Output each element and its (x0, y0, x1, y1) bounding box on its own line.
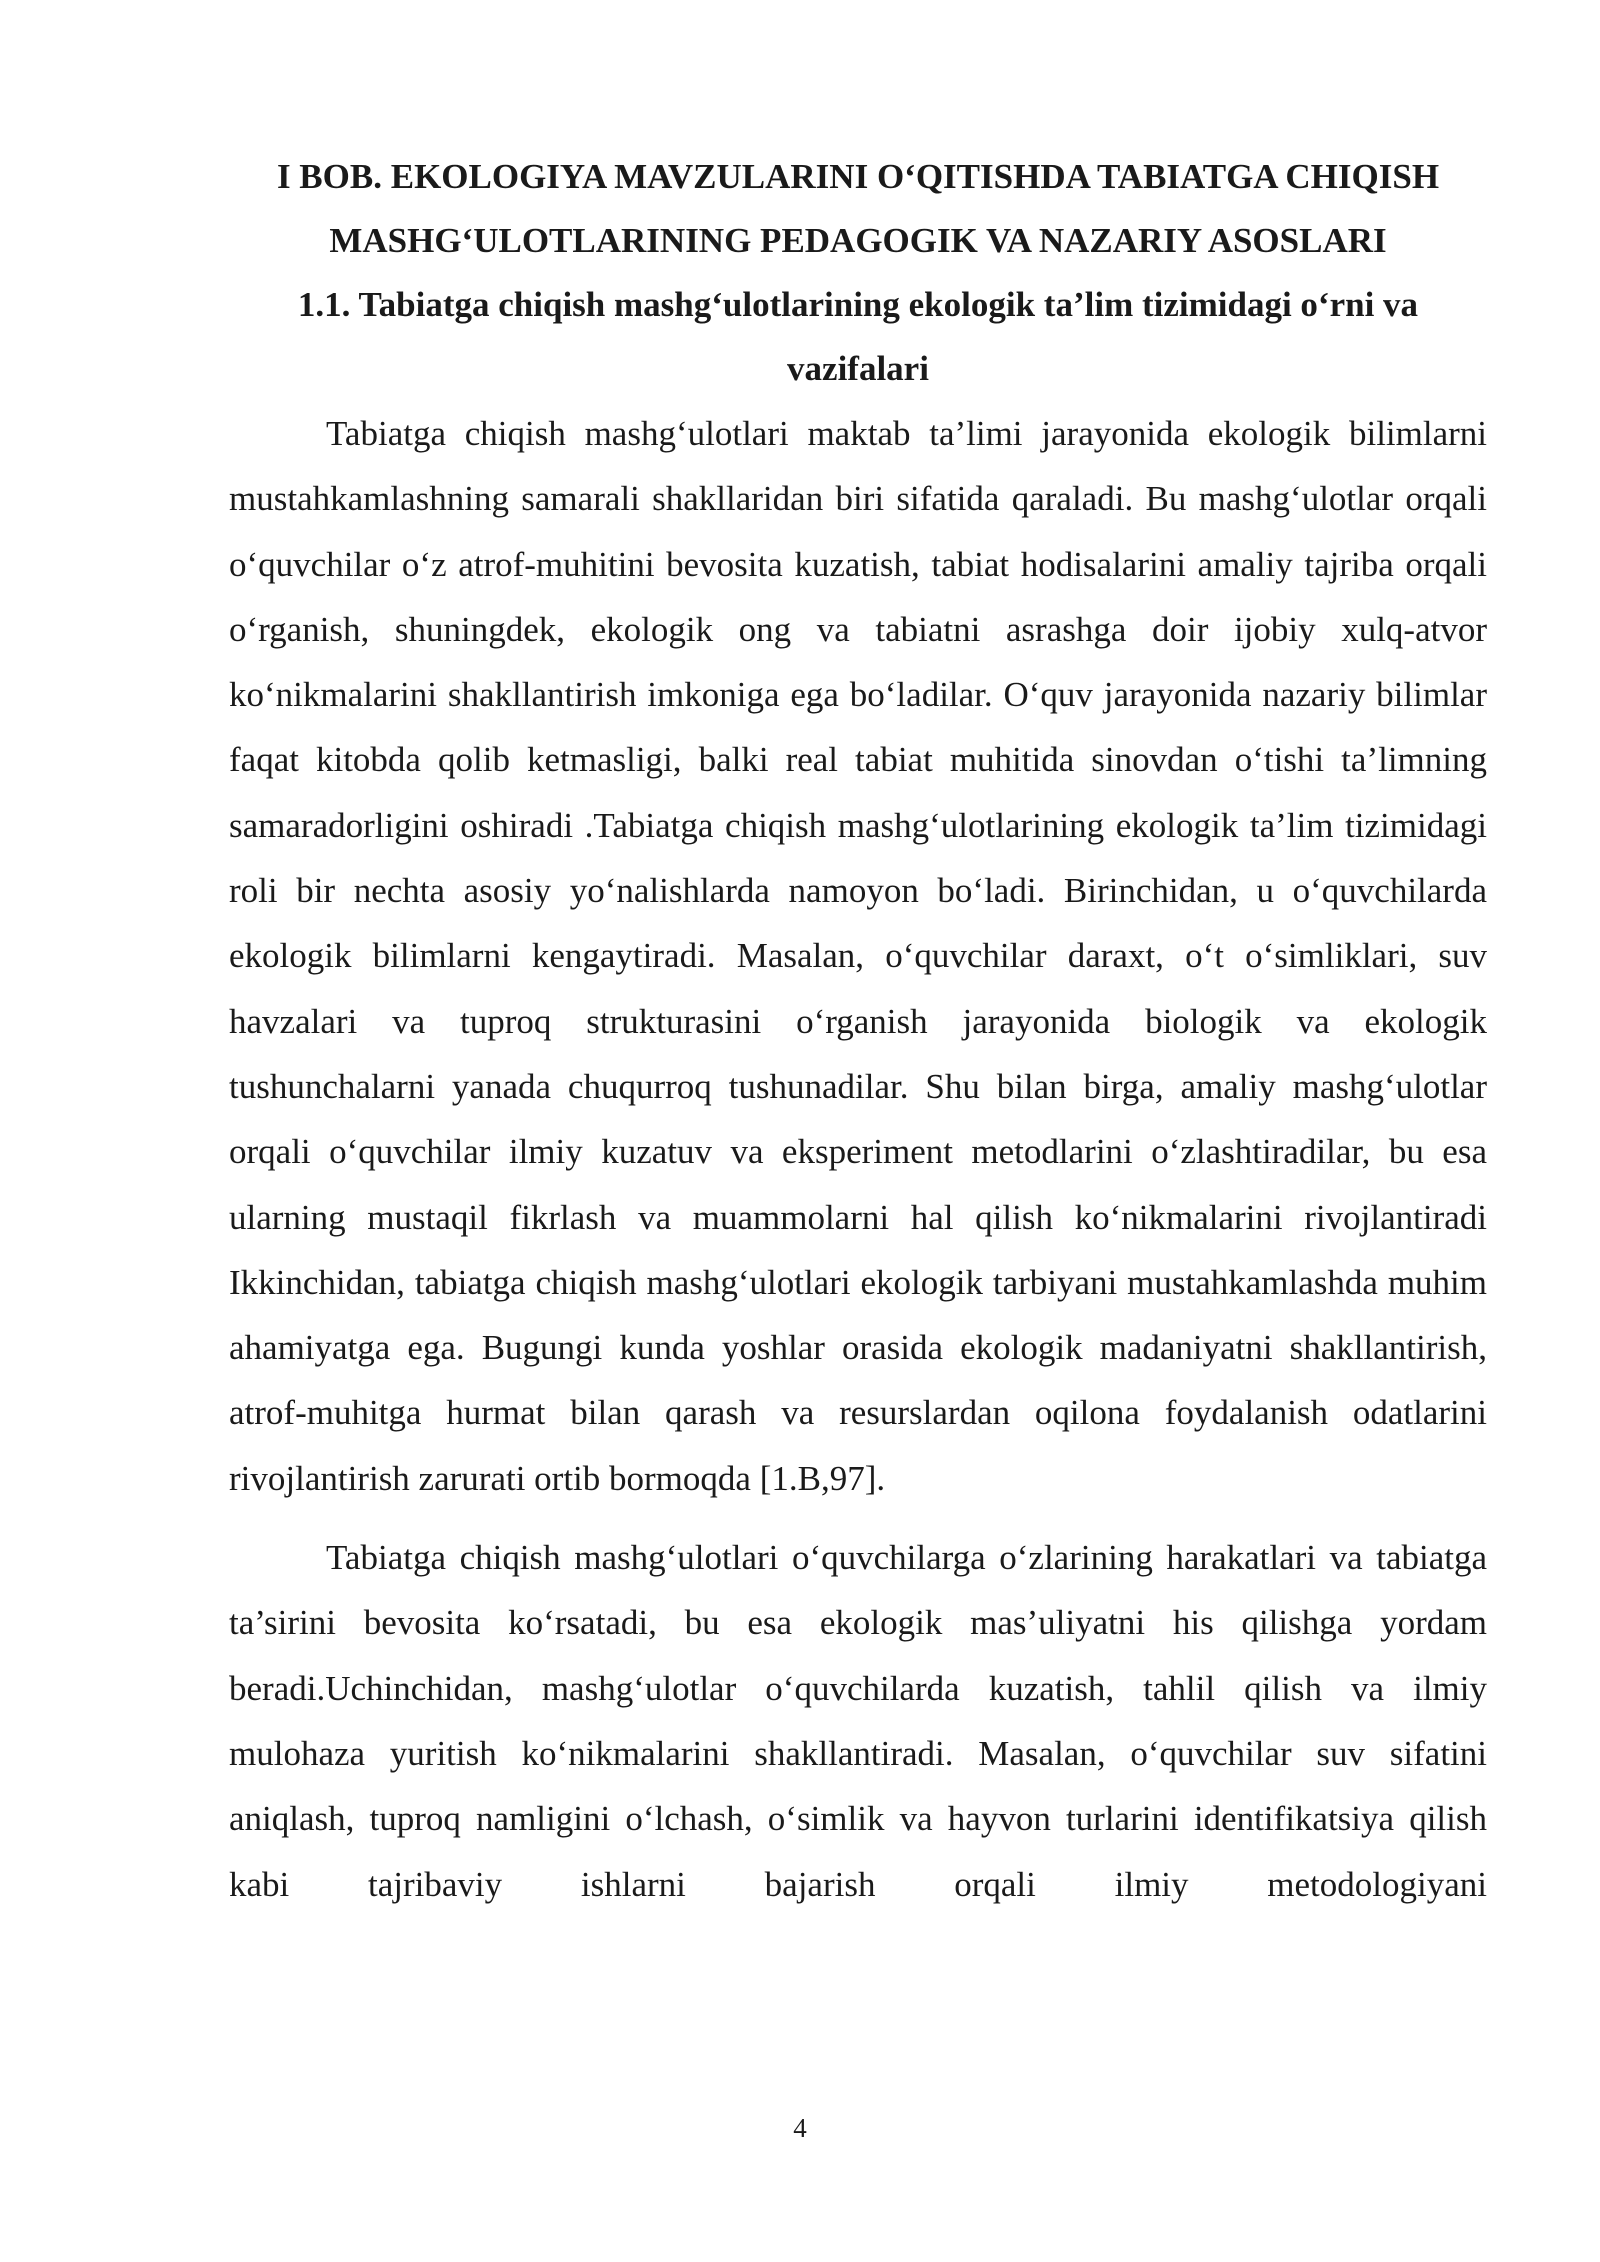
page-content (229, 145, 1487, 1917)
chapter-title: I BOB. EKOLOGIYA MAVZULARINI O‘QITISHDA TABIATGA CHIQISH MASHG‘ULOTLARINING PEDAGOGIK VA NAZARIY ASOSLARI (276, 157, 1440, 260)
body-paragraph: Tabiatga chiqish mashg‘ulotlari maktab ta’limi jarayonida ekologik bilimlarni mustahkamlashning samarali shakllaridan biri sifatida qaraladi. Bu mashg‘ulotlar orqali o‘quvchilar o‘z atrof-muhitini bevosita kuzatish, tabiat hodisalarini amaliy tajriba orqali o‘rganish, shuningdek, ekologik ong va tabiatni asrashga doir ijobiy xulq-atvor ko‘nikmalarini shakllantirish imkoniga ega bo‘ladilar. O‘quv jarayonida nazariy bilimlar faqat kitobda qolib ketmasligi, balki real tabiat muhitida sinovdan o‘tishi ta’limning samaradorligini oshiradi .Tabiatga chiqish mashg‘ulotlarining ekologik ta’lim tizimidagi roli bir nechta asosiy yo‘nalishlarda namoyon bo‘ladi. Birinchidan, u o‘quvchilarda ekologik bilimlarni kengaytiradi. Masalan, o‘quvchilar daraxt, o‘t o‘simliklari, suv havzalari va tuproq strukturasini o‘rganish jarayonida biologik va ekologik tushunchalarni yanada chuqurroq tushunadilar. Shu bilan birga, amaliy mashg‘ulotlar orqali o‘quvchilar ilmiy kuzatuv va eksperiment metodlarini o‘zlashtiradilar, bu esa ularning mustaqil fikrlash va muammolarni hal qilish ko‘nikmalarini rivojlantiradi Ikkinchidan, tabiatga chiqish mashg‘ulotlari ekologik tarbiyani mustahkamlashda muhim ahamiyatga ega. Bugungi kunda yoshlar orasida ekologik madaniyatni shakllantirish, atrof-muhitga hurmat bilan qarash va resurslardan oqilona foydalanish odatlarini rivojlantirish zarurati ortib bormoqda [1.B,97]. (229, 414, 1487, 1498)
page-number: 4 (793, 2113, 807, 2143)
section-title: 1.1. Tabiatga chiqish mashg‘ulotlarining ekologik ta’lim tizimidagi o‘rni va vazifalari (297, 285, 1419, 388)
body-paragraph: Tabiatga chiqish mashg‘ulotlari o‘quvchilarga o‘zlarining harakatlari va tabiatga ta’sirini bevosita ko‘rsatadi, bu esa ekologik mas’uliyatni his qilishga yordam beradi.Uchinchidan, mashg‘ulotlar o‘quvchilarda kuzatish, tahlil qilish va ilmiy mulohaza yuritish ko‘nikmalarini shakllantiradi. Masalan, o‘quvchilar suv sifatini aniqlash, tuproq namligini o‘lchash, o‘simlik va hayvon turlarini identifikatsiya qilish kabi tajribaviy ishlarni bajarish orqali ilmiy metodologiyani (229, 1538, 1487, 1904)
